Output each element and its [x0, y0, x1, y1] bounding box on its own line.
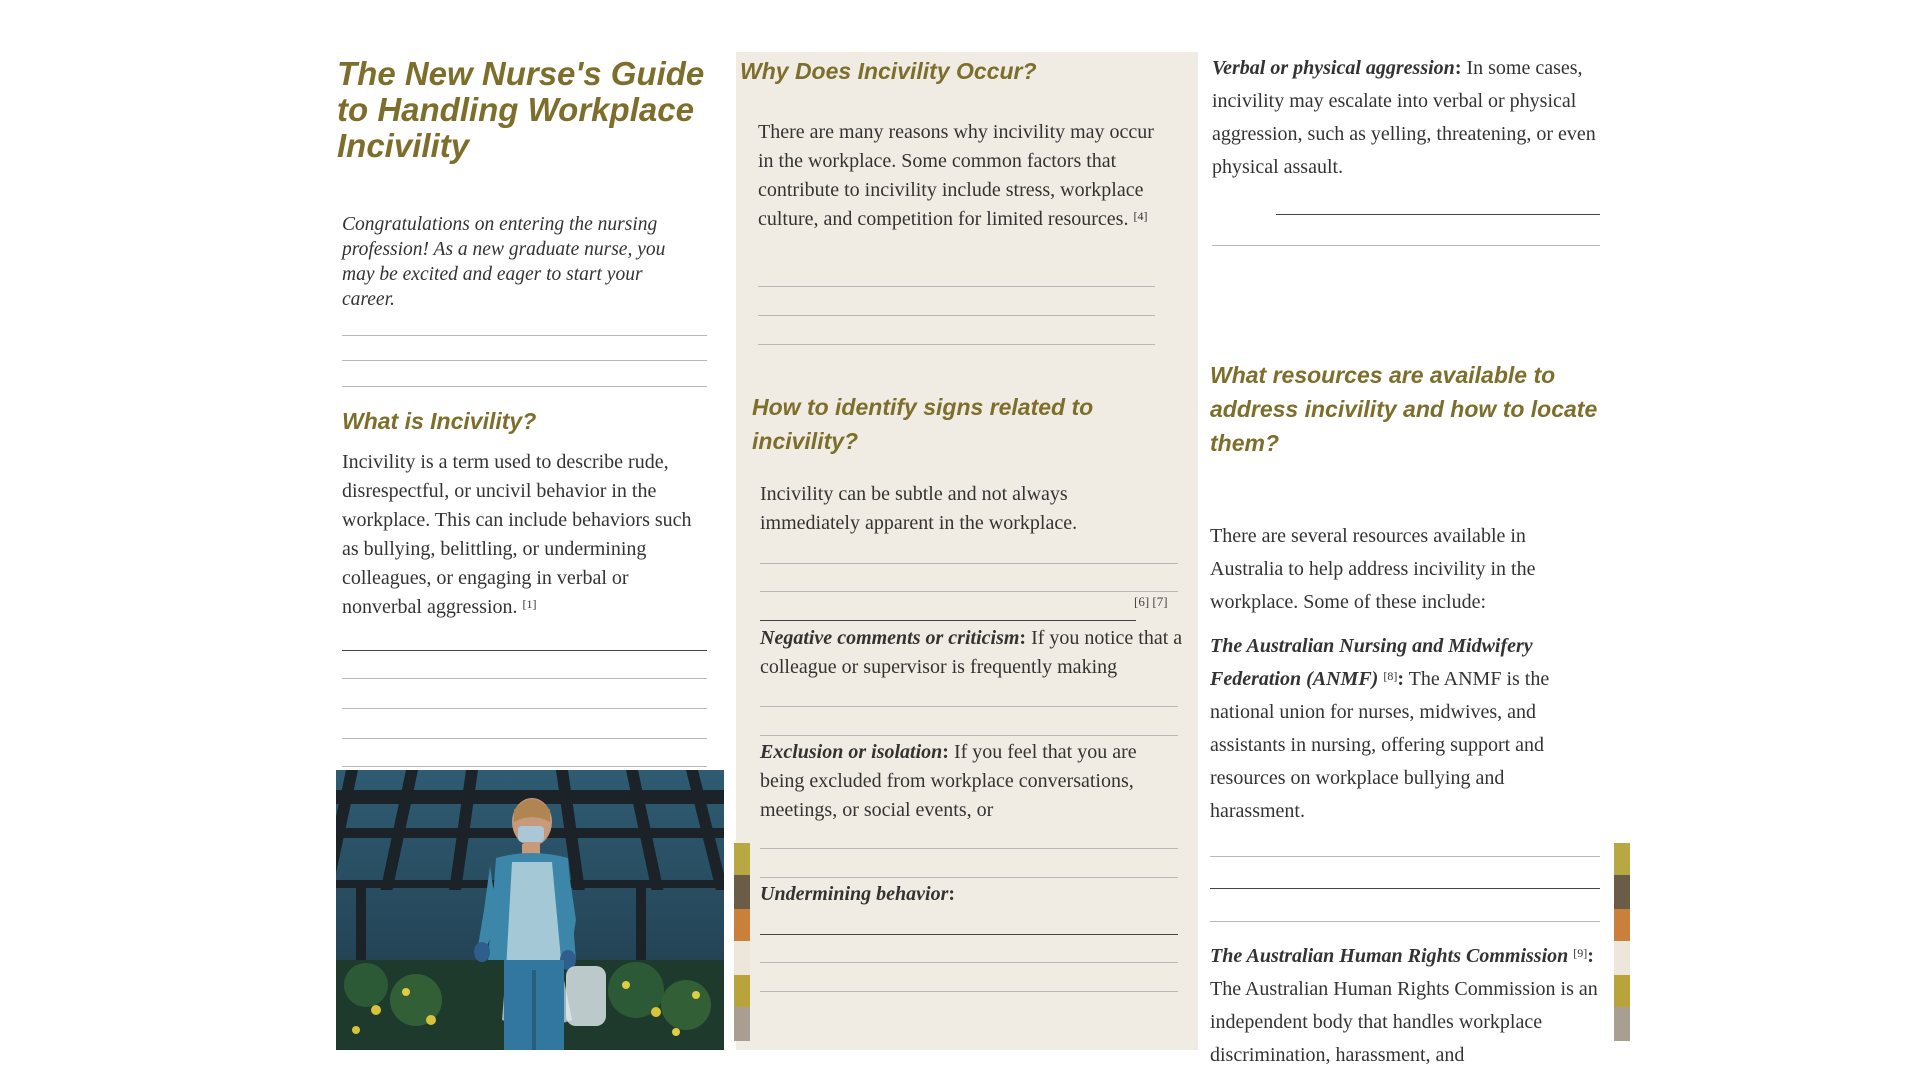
swatch: [1614, 843, 1630, 875]
colon: :: [1019, 627, 1027, 649]
swatch: [734, 941, 750, 975]
negative-comments-item: [760, 624, 1190, 682]
colon: :: [1587, 945, 1594, 967]
divider-line: [760, 934, 1178, 935]
intro-text: Congratulations on entering the nursing profession! As a new graduate nurse, you may be excited and eager to start your career.: [342, 214, 666, 310]
what-is-incivility-text: [342, 448, 712, 622]
colon: :: [1397, 668, 1405, 690]
divider-line: [342, 766, 707, 767]
reference-1: [1]: [522, 597, 537, 611]
swatch: [734, 843, 750, 875]
divider-line: [760, 563, 1178, 564]
aggression-text: In some cases, incivility may escalate into verbal or physical aggression, such as yelling, threatening, or even physical assault.: [1212, 57, 1596, 178]
ahrc-text: The Australian Human Rights Commission is an independent body that handles workplace discrimination, harassment, and: [1210, 978, 1598, 1066]
signs-text: Incivility can be subtle and not always immediately apparent in the workplace.: [760, 483, 1078, 534]
aggression-item: [1212, 52, 1612, 184]
swatch: [1614, 941, 1630, 975]
reference-6-7: [6] [7]: [1134, 594, 1168, 609]
divider-line: [760, 962, 1178, 963]
reference-8: [8]: [1383, 669, 1398, 683]
reference-9: [9]: [1573, 946, 1588, 960]
exclusion-item: [760, 738, 1160, 825]
why-occur-text: [758, 118, 1158, 234]
swatch: [734, 975, 750, 1007]
swatch: [734, 875, 750, 909]
aggression-term: Verbal or physical aggression: [1212, 57, 1455, 79]
reference-4: [4]: [1133, 209, 1148, 223]
divider-line: [760, 991, 1178, 992]
anmf-text: The ANMF is the national union for nurses, midwives, and assistants in nursing, offering support and resources on workplace bullying and harassment.: [1210, 668, 1550, 822]
anmf-item: [1210, 630, 1600, 828]
section-heading-signs: How to identify signs related to incivility?: [752, 394, 1094, 454]
what-text: Incivility is a term used to describe rude, disrespectful, or uncivil behavior in the workplace. This can include behaviors such as bullying, belittling, or undermining colleagues, or engaging in verbal or nonverbal aggression.: [342, 451, 692, 618]
divider-line: [342, 738, 707, 739]
swatch: [1614, 875, 1630, 909]
divider-line: [1276, 214, 1600, 215]
divider-line: [1212, 245, 1600, 246]
nurse-illustration: [336, 770, 724, 1050]
brochure-title: The New Nurse's Guide to Handling Workplace Incivility: [337, 55, 705, 164]
divider-line: [342, 708, 707, 709]
undermining-term: Undermining behavior: [760, 883, 949, 905]
swatch: [734, 909, 750, 941]
divider-line: [758, 344, 1155, 345]
negative-term: Negative comments or criticism: [760, 627, 1020, 649]
exclusion-text: If you feel that you are being excluded from workplace conversations, meetings, or social events, or: [760, 741, 1137, 821]
section-heading-resources: What resources are available to address incivility and how to locate them?: [1210, 362, 1598, 456]
swatch: [1614, 909, 1630, 941]
divider-line: [760, 848, 1178, 849]
divider-line: [758, 315, 1155, 316]
undermining-item: [760, 880, 1160, 909]
section-heading-why: Why Does Incivility Occur?: [740, 58, 1037, 84]
colon: :: [942, 741, 949, 763]
colon: :: [948, 883, 956, 905]
divider-line: [342, 335, 707, 336]
swatch: [1614, 1007, 1630, 1041]
divider-line: [1210, 921, 1600, 922]
divider-line: [760, 877, 1178, 878]
divider-line: [342, 386, 707, 387]
divider-line: [342, 678, 707, 679]
why-text: There are many reasons why incivility may occur in the workplace. Some common factors that contribute to incivility include stress, workplace culture, and competition for limited resources.: [758, 121, 1154, 230]
divider-line: [342, 650, 707, 651]
divider-line: [760, 735, 1178, 736]
divider-line: [760, 706, 1178, 707]
divider-line: [1210, 888, 1600, 889]
swatch: [1614, 975, 1630, 1007]
swatch: [734, 1007, 750, 1041]
exclusion-term: Exclusion or isolation: [760, 741, 943, 763]
ahrc-term: The Australian Human Rights Commission: [1210, 945, 1569, 967]
negative-text: If you notice that a colleague or supervisor is frequently making: [760, 627, 1183, 678]
anmf-term: The Australian Nursing and Midwifery Federation (ANMF): [1210, 635, 1533, 690]
divider-line: [342, 360, 707, 361]
colon: :: [1454, 57, 1462, 79]
divider-line: [1210, 856, 1600, 857]
resources-intro: There are several resources available in Australia to help address incivility in the workplace. Some of these include:: [1210, 525, 1536, 613]
nurse-photo: [336, 770, 724, 1050]
ahrc-item: [1210, 940, 1615, 1072]
divider-line: [760, 620, 1136, 621]
section-heading-what: What is Incivility?: [342, 408, 537, 434]
divider-line: [760, 591, 1178, 592]
divider-line: [758, 286, 1155, 287]
